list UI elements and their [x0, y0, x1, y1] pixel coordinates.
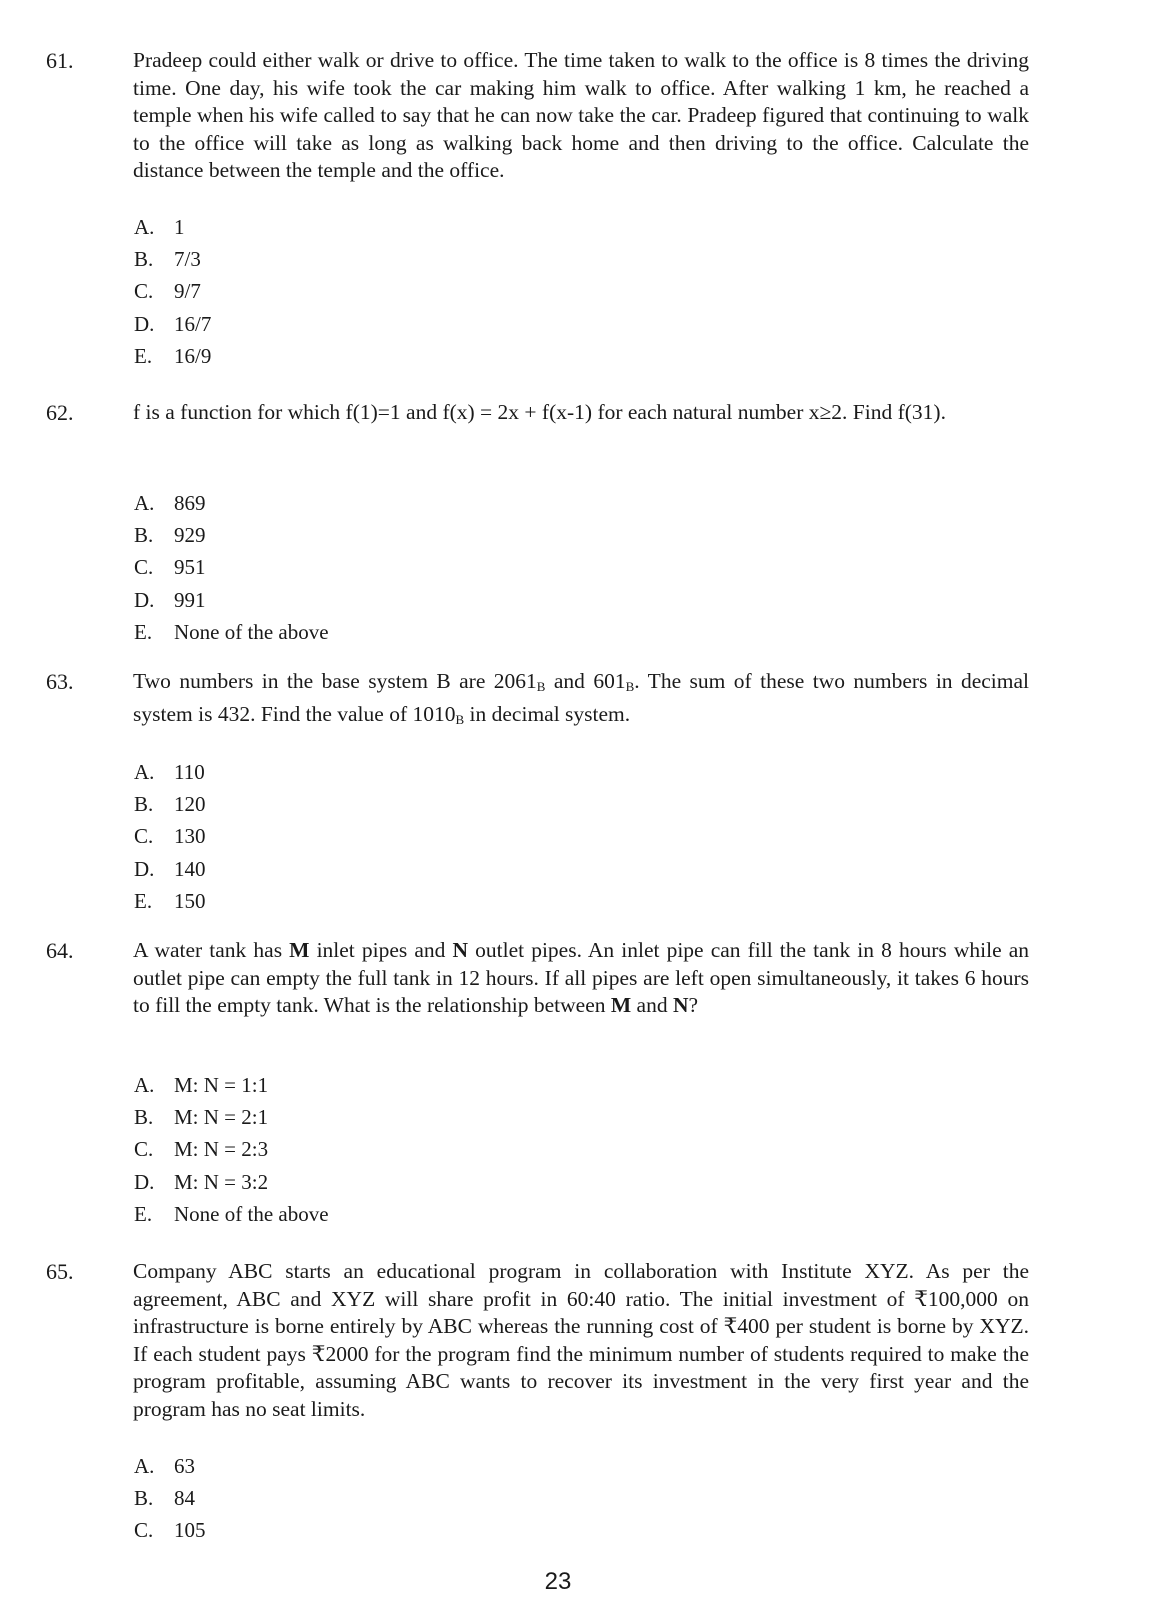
option-letter: C.	[134, 1518, 154, 1543]
option-a	[134, 211, 211, 243]
option-text: None of the above	[174, 1201, 329, 1226]
question-text: Pradeep could either walk or drive to office. The time taken to walk to the office is 8 times the driving time. One day, his wife took the car making him walk to office. After walking 1 km, he reached a temple when his wife called to say that he can now take the car. Pradeep figured that continuing to walk to the office will take as long as walking back home and then driving to the office. Calculate the distance between the temple and the office.	[133, 48, 1029, 182]
option-text: 110	[174, 760, 205, 784]
text-segment: A water tank has	[133, 938, 290, 962]
question-text: Company ABC starts an educational program in collaboration with Institute XYZ. As per the agreement, ABC and XYZ will share profit in 60:40 ratio. The initial investment of ₹100,000 on infrastructure is borne entirely by ABC whereas the running cost of ₹400 per student is borne by XYZ. If each student pays ₹2000 for the program find the minimum number of students required to make the program profitable, assuming ABC wants to recover its investment in the very first year and the program has no seat limits.	[133, 1259, 1029, 1421]
option-list	[134, 487, 329, 648]
text-segment: outlet pipes. An inlet pipe can fill the tank in 8 hours while an outlet pipe can empty the full tank in 12 hours. If all pipes are left open simultaneously, it takes 6 hours to fill the empty tank. What is the relationship between	[133, 938, 1030, 1017]
variable-m: M	[289, 938, 310, 962]
option-letter: A.	[134, 215, 155, 239]
question-number: 62.	[46, 400, 74, 425]
option-e	[134, 340, 211, 372]
option-text: 7/3	[174, 247, 201, 272]
option-c	[134, 275, 211, 307]
text-segment: Two numbers in the base system B are 2061	[133, 669, 537, 693]
option-a	[134, 1069, 329, 1101]
option-a	[134, 756, 206, 788]
option-b	[134, 519, 329, 551]
question-text: f is a function for which f(1)=1 and f(x) = 2x + f(x-1) for each natural number x≥2. Find f(31).	[133, 400, 946, 424]
option-text: 869	[174, 491, 206, 515]
option-e	[134, 616, 329, 648]
option-letter: B.	[134, 523, 154, 548]
option-letter: B.	[134, 1105, 154, 1130]
option-letter: E.	[134, 619, 153, 644]
option-list	[134, 211, 211, 372]
base-subscript: B	[625, 679, 635, 694]
option-text: 105	[174, 1518, 206, 1543]
text-segment: and 601	[545, 669, 626, 693]
option-text: 84	[174, 1486, 195, 1511]
option-list	[134, 756, 206, 917]
option-letter: C.	[134, 555, 154, 580]
option-letter: B.	[134, 247, 154, 272]
question-number: 61.	[46, 48, 74, 73]
option-letter: A.	[134, 760, 155, 784]
option-text: M: N = 1:1	[174, 1073, 269, 1097]
option-letter: B.	[134, 792, 154, 817]
option-c	[134, 820, 206, 852]
option-letter: A.	[134, 1073, 155, 1097]
option-b	[134, 1482, 206, 1514]
text-segment: in decimal system.	[464, 701, 631, 726]
question-text	[133, 937, 1029, 1020]
option-text: None of the above	[174, 619, 329, 644]
option-d	[134, 1166, 329, 1198]
option-letter: C.	[134, 1137, 154, 1162]
option-text: 150	[174, 888, 206, 913]
text-segment: . The sum of these two numbers in decimal system is 432. Find the value of 1010	[133, 669, 1030, 726]
option-list	[134, 1069, 329, 1230]
option-text: 63	[174, 1454, 195, 1478]
option-c	[134, 551, 329, 583]
option-letter: E.	[134, 1201, 153, 1226]
option-letter: A.	[134, 491, 155, 515]
variable-n: N	[672, 993, 689, 1017]
page-number: 23	[544, 1568, 572, 1595]
question-number: 64.	[46, 938, 74, 963]
base-subscript: B	[536, 679, 546, 694]
option-text: 929	[174, 523, 206, 548]
option-text: 140	[174, 856, 206, 881]
text-segment: inlet pipes and	[309, 938, 453, 962]
option-a	[134, 1450, 206, 1482]
option-letter: B.	[134, 1486, 154, 1511]
option-text: 9/7	[174, 279, 201, 304]
option-d	[134, 308, 211, 340]
option-c	[134, 1514, 206, 1546]
question-number: 63.	[46, 669, 74, 694]
option-letter: E.	[134, 888, 153, 913]
option-text: M: N = 2:3	[174, 1137, 269, 1162]
option-letter: C.	[134, 279, 154, 304]
option-letter: E.	[134, 343, 153, 368]
option-d	[134, 584, 329, 616]
text-segment: and	[631, 993, 673, 1017]
option-letter: C.	[134, 824, 154, 849]
option-text: 991	[174, 587, 206, 612]
base-subscript: B	[455, 711, 465, 727]
option-b	[134, 788, 206, 820]
option-e	[134, 1198, 329, 1230]
question-number: 65.	[46, 1259, 74, 1284]
option-letter: D.	[134, 311, 155, 336]
option-text: 120	[174, 792, 206, 817]
option-a	[134, 487, 329, 519]
variable-n: N	[452, 938, 469, 962]
option-d	[134, 853, 206, 885]
option-letter: D.	[134, 856, 155, 881]
option-text: 16/7	[174, 311, 212, 336]
question-text	[133, 668, 1029, 733]
text-segment: ?	[688, 993, 699, 1017]
option-letter: D.	[134, 587, 155, 612]
option-text: 16/9	[174, 343, 212, 368]
option-list	[134, 1450, 206, 1547]
option-text: 130	[174, 824, 206, 849]
option-c	[134, 1133, 329, 1165]
option-b	[134, 243, 211, 275]
option-text: M: N = 2:1	[174, 1105, 269, 1130]
option-text: 951	[174, 555, 206, 580]
option-letter: A.	[134, 1454, 155, 1478]
option-text: M: N = 3:2	[174, 1169, 269, 1194]
option-text: 1	[174, 215, 185, 239]
option-e	[134, 885, 206, 917]
option-letter: D.	[134, 1169, 155, 1194]
variable-m: M	[610, 993, 632, 1017]
option-b	[134, 1101, 329, 1133]
